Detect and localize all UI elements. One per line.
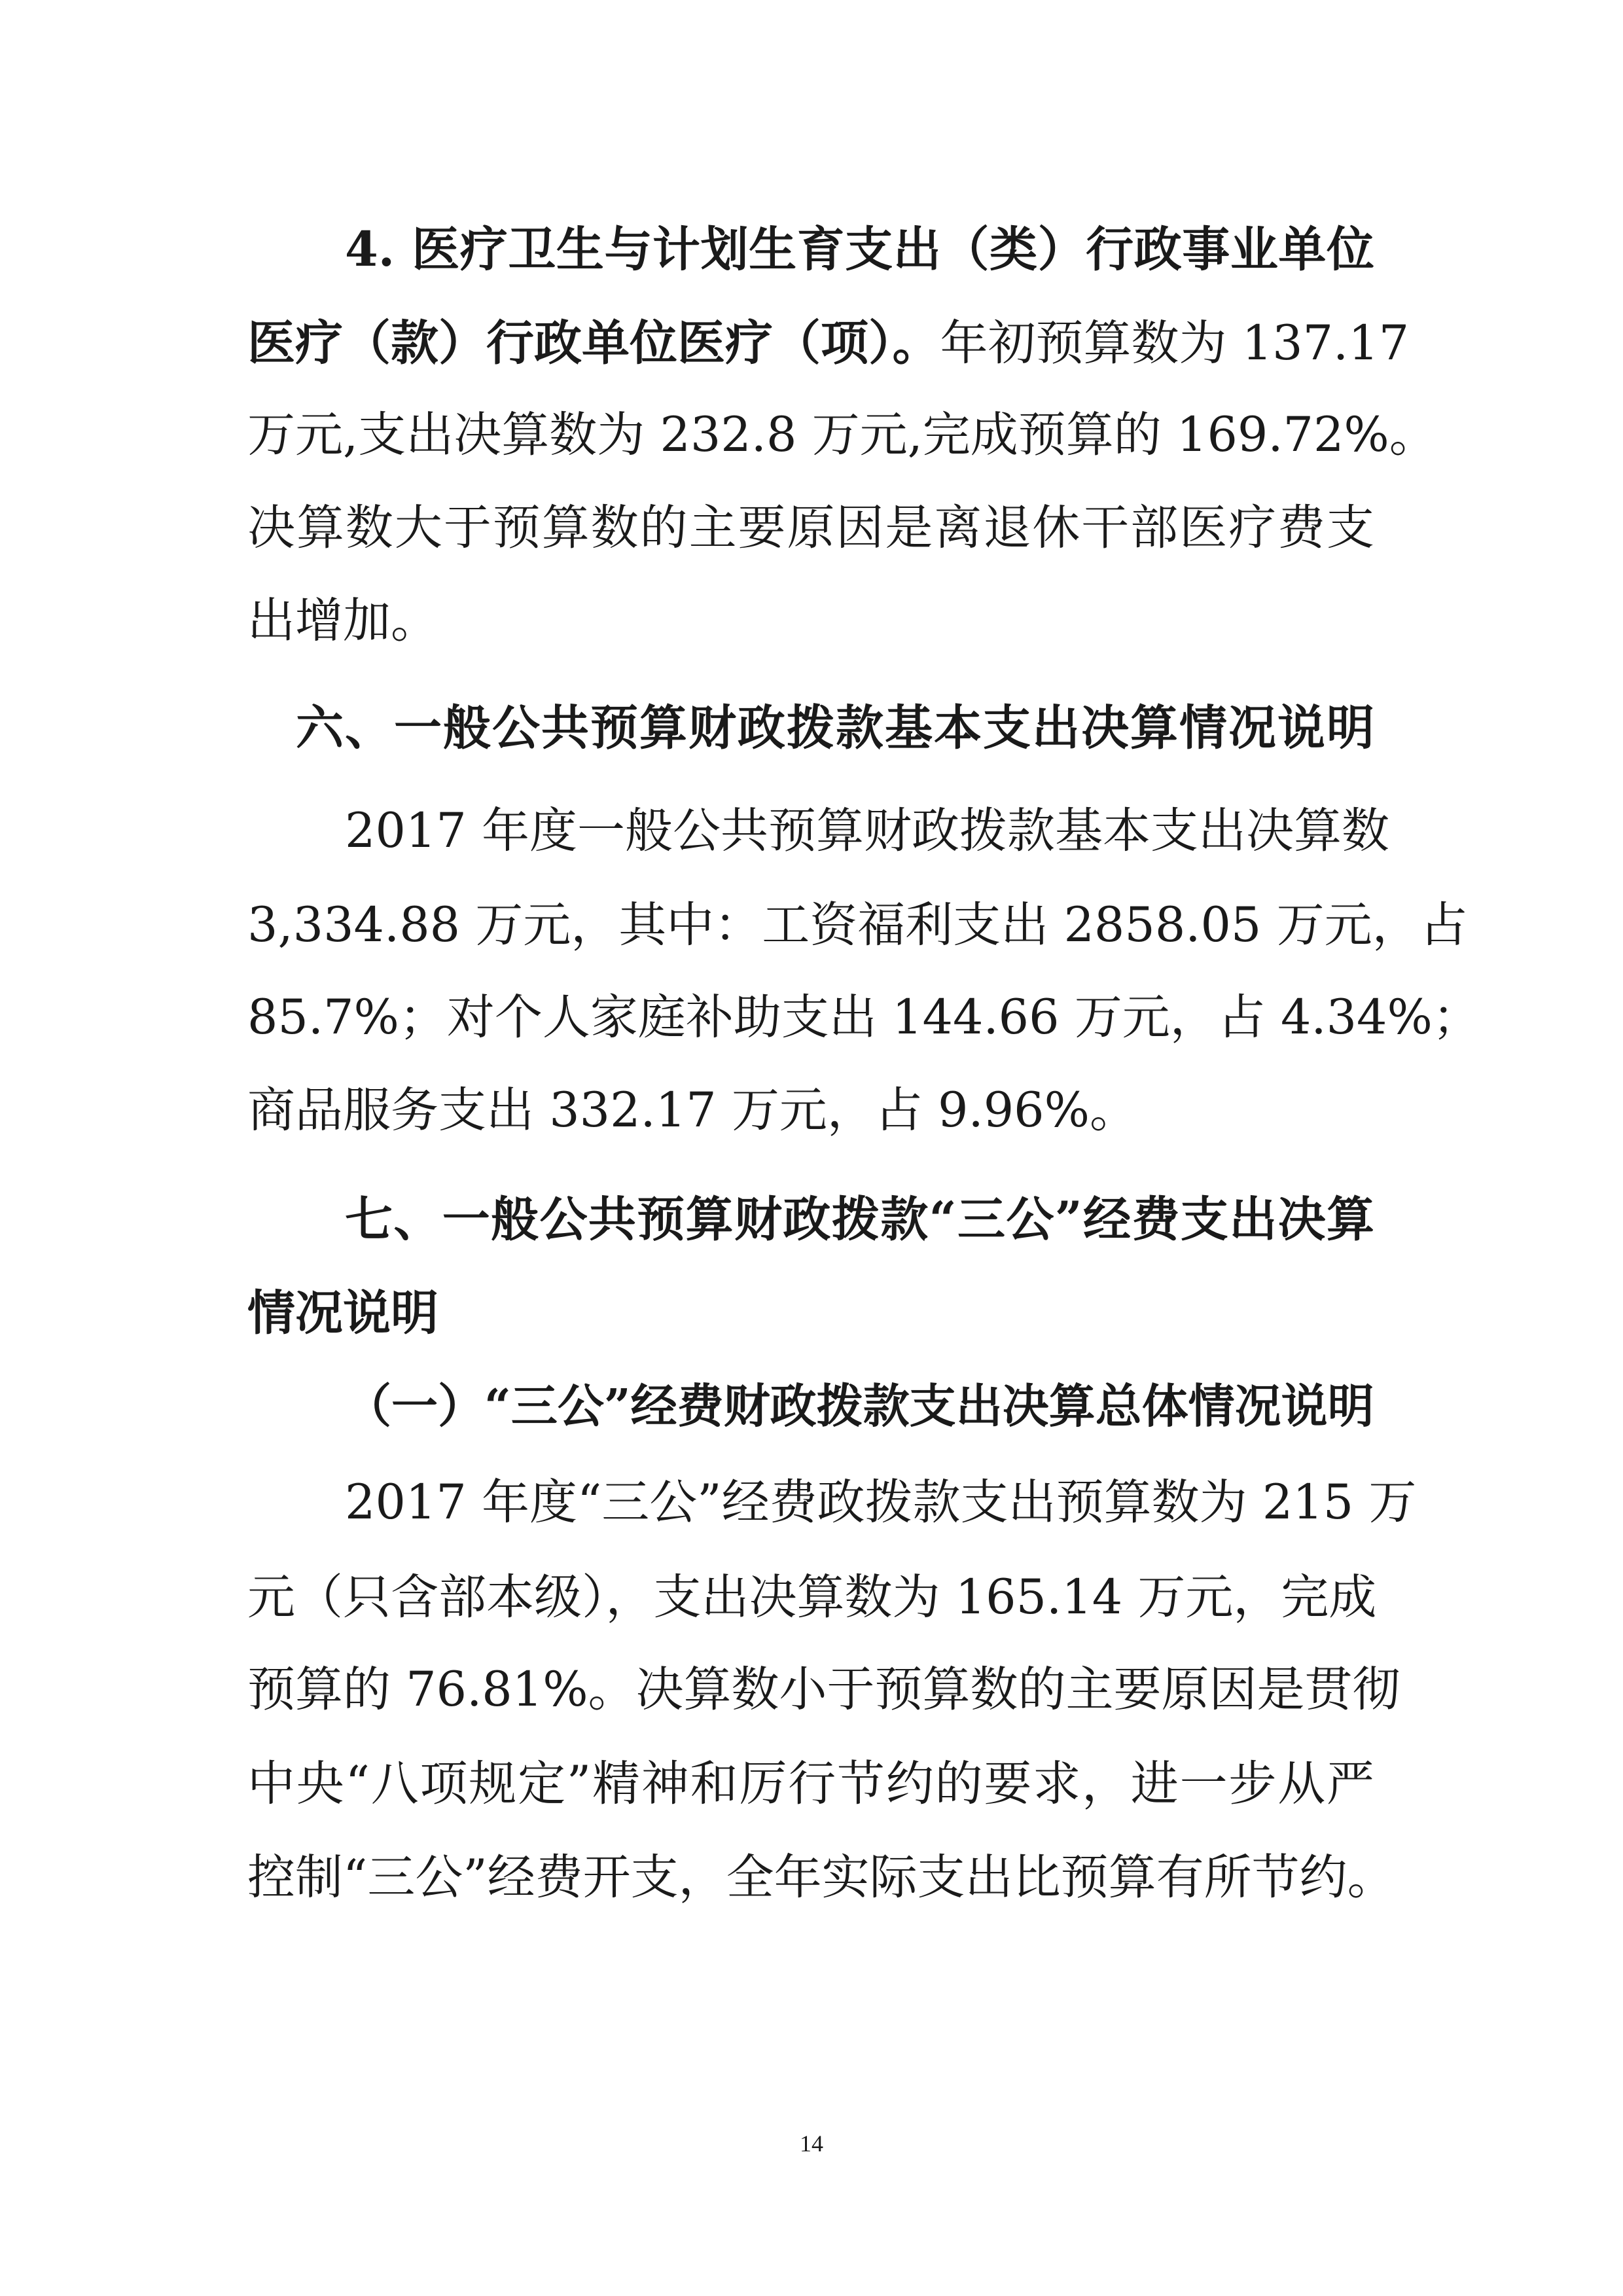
section-7-para-line-4: 中央“八项规定”精神和厉行节约的要求，进一步从严 <box>247 1756 1374 1812</box>
section-6-heading: 六、一般公共预算财政拨款基本支出决算情况说明 <box>296 700 1374 756</box>
section-7-para-line-3: 预算的 76.81%。决算数小于预算数的主要原因是贯彻 <box>247 1662 1400 1717</box>
section-7-para-line-2: 元（只含部本级），支出决算数为 165.14 万元，完成 <box>247 1570 1377 1625</box>
section-6-para-line-3: 85.7%；对个人家庭补助支出 144.66 万元，占 4.34%； <box>247 990 1480 1045</box>
section-4-line-2-text: 年初预算数为 137.17 <box>940 315 1410 371</box>
section-4-heading-line-1: 4. 医疗卫生与计划生育支出（类）行政事业单位 <box>345 221 1374 278</box>
section-4-line-3: 万元,支出决算数为 232.8 万元,完成预算的 169.72%。 <box>247 407 1437 463</box>
section-7-heading-line-1: 七、一般公共预算财政拨款“三公”经费支出决算 <box>345 1191 1374 1247</box>
section-4-line-5: 出增加。 <box>247 593 438 649</box>
section-6-para-line-2: 3,334.88 万元，其中：工资福利支出 2858.05 万元，占 <box>247 897 1468 953</box>
section-4-line-4: 决算数大于预算数的主要原因是离退休干部医疗费支 <box>247 500 1374 556</box>
section-6-para-line-1: 2017 年度一般公共预算财政拨款基本支出决算数 <box>345 803 1389 859</box>
section-7-subheading: （一）“三公”经费财政拨款支出决算总体情况说明 <box>345 1378 1374 1433</box>
section-4-heading-line-2: 医疗（款）行政单位医疗（项）。 <box>247 315 940 371</box>
page-number: 14 <box>800 2130 823 2157</box>
section-7-para-line-1: 2017 年度“三公”经费政拨款支出预算数为 215 万 <box>345 1475 1417 1530</box>
section-7-heading-line-2: 情况说明 <box>247 1285 438 1341</box>
section-4-line-2 <box>247 315 1410 371</box>
section-6-para-line-4: 商品服务支出 332.17 万元，占 9.96%。 <box>247 1083 1137 1138</box>
section-7-para-line-5: 控制“三公”经费开支，全年实际支出比预算有所节约。 <box>247 1850 1395 1905</box>
